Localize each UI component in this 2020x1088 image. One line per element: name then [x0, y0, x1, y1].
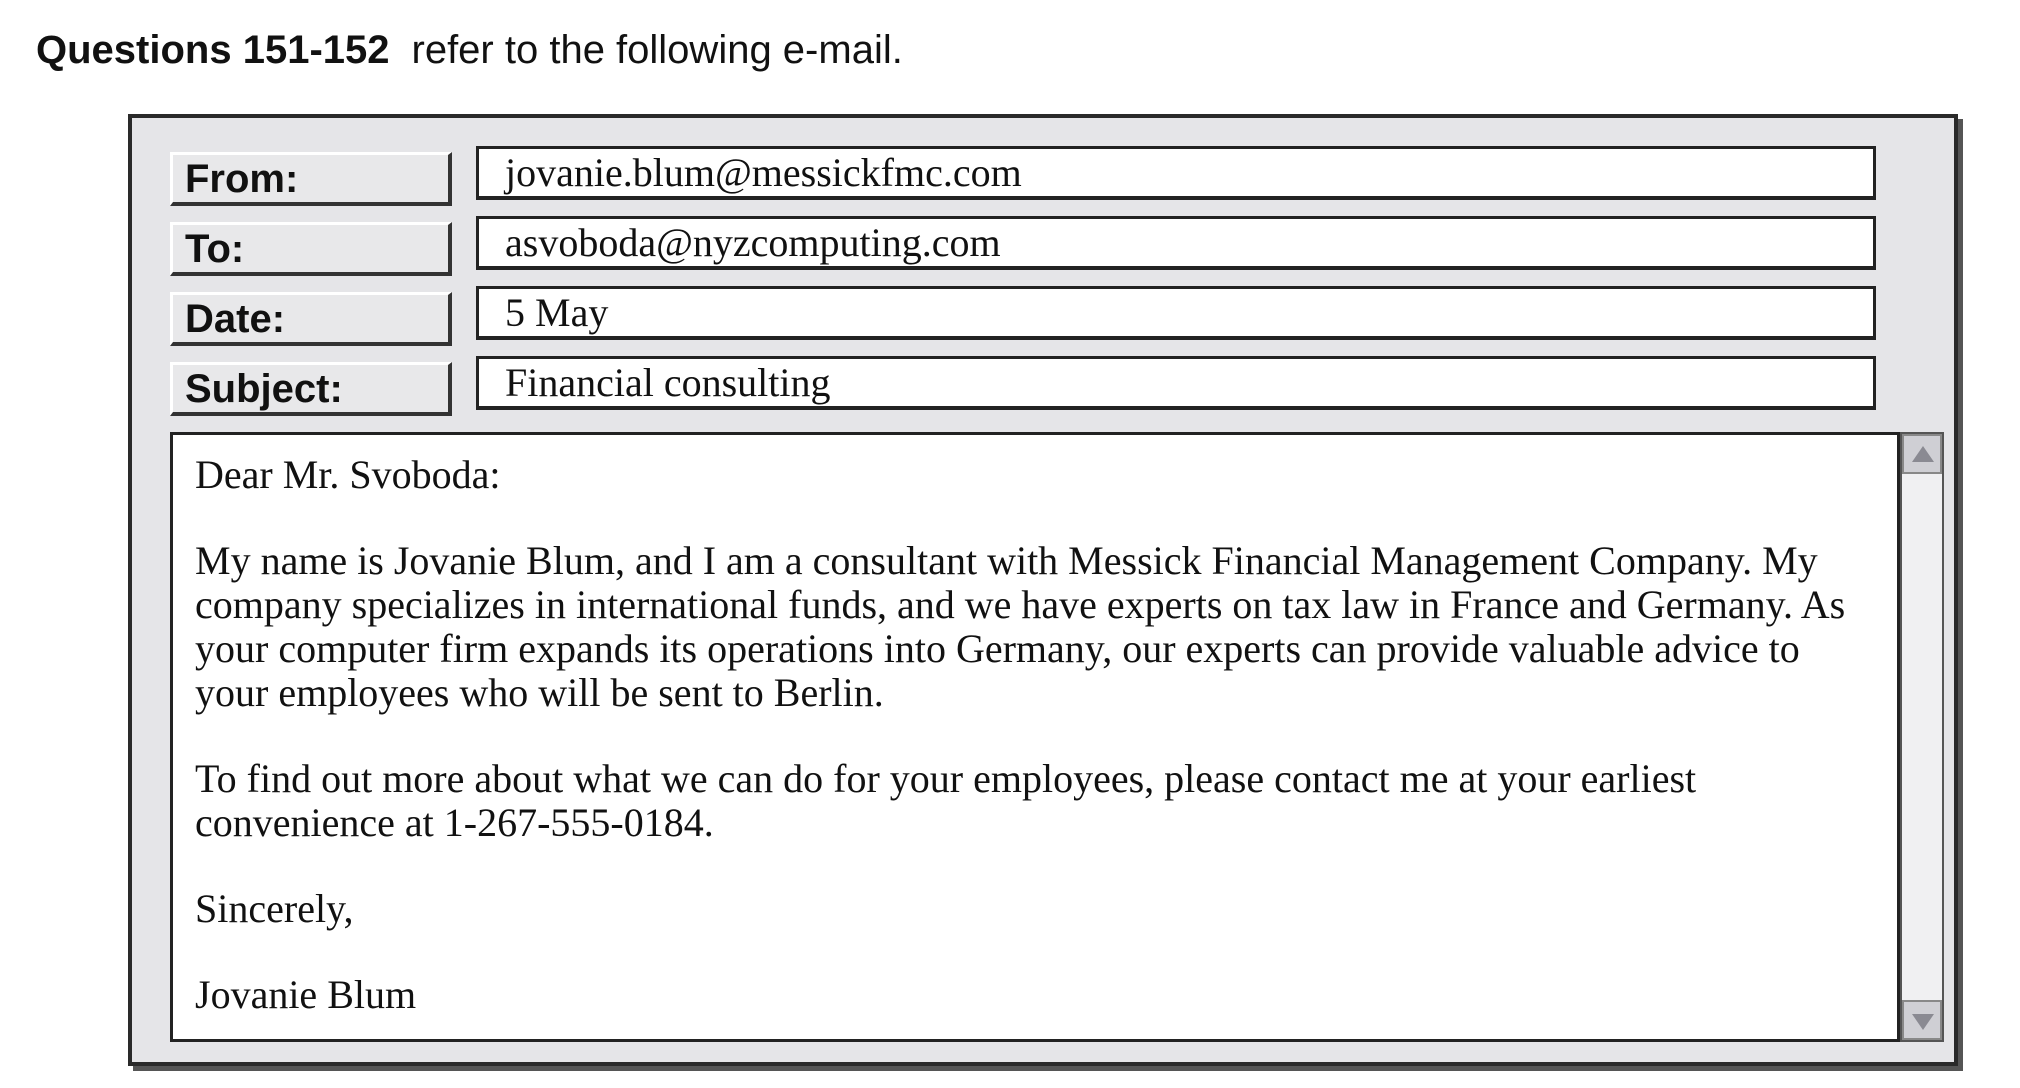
to-field[interactable]: asvoboda@nyzcomputing.com — [476, 216, 1876, 270]
to-label: To: — [170, 222, 452, 276]
signature: Jovanie Blum — [195, 972, 417, 1017]
body-paragraph-2: To find out more about what we can do for your employees, please contact me at your earliest convenience at 1-267-555-0184. — [195, 756, 1697, 845]
vertical-scrollbar[interactable] — [1900, 432, 1944, 1042]
triangle-down-icon — [1912, 1014, 1934, 1030]
email-body-text — [195, 453, 1875, 1059]
question-instruction: refer to the following e-mail. — [411, 28, 903, 72]
question-number: Questions 151-152 — [36, 28, 390, 72]
date-label: Date: — [170, 292, 452, 346]
scroll-up-button[interactable] — [1902, 434, 1942, 474]
salutation: Dear Mr. Svoboda: — [195, 452, 501, 497]
subject-field[interactable]: Financial consulting — [476, 356, 1876, 410]
subject-label: Subject: — [170, 362, 452, 416]
triangle-up-icon — [1912, 446, 1934, 462]
date-field[interactable]: 5 May — [476, 286, 1876, 340]
email-body[interactable] — [170, 432, 1900, 1042]
body-paragraph-1: My name is Jovanie Blum, and I am a consultant with Messick Financial Management Company. My company specializes in international funds, and we have experts on tax law in France and Germany. As your computer firm expands its operations into Germany, our experts can provide valuable advice to your employees who will be sent to Berlin. — [195, 538, 1846, 715]
closing: Sincerely, — [195, 886, 354, 931]
from-field[interactable]: jovanie.blum@messickfmc.com — [476, 146, 1876, 200]
email-window — [128, 114, 1958, 1066]
question-heading — [36, 22, 903, 78]
from-label: From: — [170, 152, 452, 206]
scroll-down-button[interactable] — [1902, 1000, 1942, 1040]
